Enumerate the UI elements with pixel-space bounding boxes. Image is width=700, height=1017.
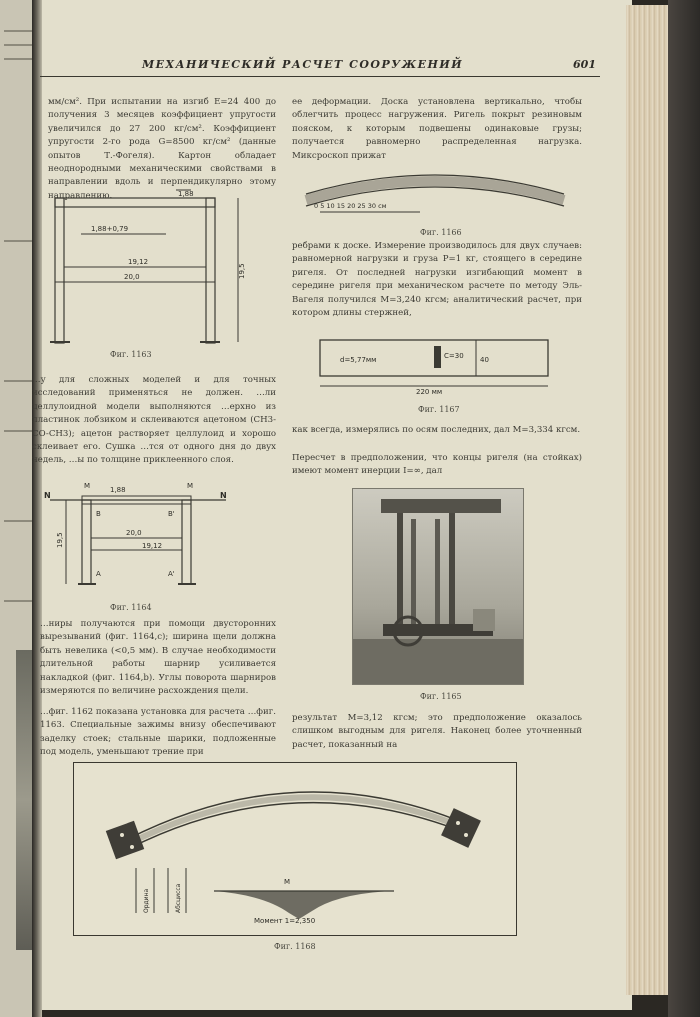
figure-1165-photo <box>352 488 524 685</box>
gutter <box>32 0 42 1017</box>
right-paragraph-3: как всегда, измерялись по осям последних, дал M=3,334 кгсм. <box>292 425 581 435</box>
right-paragraph-1: ее деформации. Доска установлена вертикально, чтобы облегчить процесс нагружения. Ригель покрыт резиновым пояском, к которым подвешены одинаковые грузы; получается равномерно распределенная нагрузка. Миксроскоп прижат <box>292 97 582 161</box>
left-paragraph-4: …фиг. 1162 показана установка для расчета …фиг. 1163. Специальные зажимы внизу обеспечивают заделку стоек; стальные шарики, подложенные под модель, уменьшают трение при <box>40 707 276 758</box>
fig1167-label-bottom: 220 мм <box>416 388 443 396</box>
fig1164-label-top: 1,88 <box>110 486 126 494</box>
book-cover <box>668 0 700 1017</box>
fig1163-label-upper: 1,88+0,79 <box>91 225 129 233</box>
fig1164-label-n-right: N <box>220 491 227 500</box>
fig1168-label-y2: Абсцисса <box>175 883 182 913</box>
left-paragraph-1: мм/см². При испытании на изгиб E=24 400 до получения 3 месяцев коэффициент упругости увеличился до 27 200 кг/см². Коэффициент упругости 2-го рода G=8500 кг/см² (данные опытов Т.-Фогеля). Картон обладает неоднородными механическими свойствами в направлении вдоль и перпендикулярно этому направлению. <box>48 97 276 201</box>
figure-1168 <box>73 762 517 936</box>
fig1164-label-n-left: N <box>44 491 51 500</box>
left-paragraph-2: …у для сложных моделей и для точных исследований применяться не должен. …ли целлулоидной модели выполняются …ерхно из пластинок лобзиком и склеиваются ацетоном (CH3-CO-CH3); ацетон растворяет целлулоид и хорошо склеивает его. Сушка …тся от одного дня до двух недель, …ы по толщине приклеенного слоя. <box>32 375 276 466</box>
fig1168-caption: Фиг. 1168 <box>274 942 316 951</box>
fig1166-scale: 0 5 10 15 20 25 30 см <box>314 202 387 210</box>
fig1163-caption: Фиг. 1163 <box>110 350 152 359</box>
fig1163-label-mid: 19,12 <box>128 258 149 266</box>
page-edges <box>626 5 672 995</box>
fig1164-label-height: 19,5 <box>56 532 64 548</box>
fig1168-label-m: M <box>284 878 291 886</box>
right-paragraph-5: результат M=3,12 кгсм; это предположение оказалось слишком выгодным для ригеля. Наконец более уточненный расчет, показанный на <box>292 713 582 750</box>
fig1164-label-a2: A' <box>168 570 175 578</box>
fig1164-label-m-left: M <box>84 482 91 490</box>
right-paragraph-4: Пересчет в предположении, что концы ригеля (на стойках) имеют момент инерции I=∞, дал <box>292 453 582 477</box>
fig1164-label-m-right: M <box>187 482 194 490</box>
running-title: МЕХАНИЧЕСКИЙ РАСЧЕТ СООРУЖЕНИЙ <box>142 58 464 71</box>
fig1167-label-c: C=30 <box>444 352 464 360</box>
fig1168-label-y1: Ордина <box>143 888 150 913</box>
fig1163-label-height: 19,5 <box>238 263 246 279</box>
fig1163-label-bottom: 20,0 <box>124 273 140 281</box>
fig1164-label-b: B <box>96 510 101 518</box>
fig1167-caption: Фиг. 1167 <box>418 405 460 414</box>
figure-1166 <box>300 160 570 220</box>
fig1164-label-b2: B' <box>168 510 175 518</box>
left-paragraph-3: …ниры получаются при помощи двусторонних вырезываний (фиг. 1164,с); ширина щели должна быть невелика (<0,5 мм). В случае необходимости длительной работы шарнир усиливается накладкой (фиг. 1164,b). Углы поворота шарниров измеряются по величине расхождения щели. <box>40 619 276 697</box>
figure-1163 <box>46 184 276 344</box>
fig1166-caption: Фиг. 1166 <box>420 228 462 237</box>
fig1168-label-moment: Момент 1=2,350 <box>254 917 316 925</box>
page-number: 601 <box>573 58 596 71</box>
figure-1167 <box>316 336 552 396</box>
running-header <box>40 56 600 77</box>
fig1165-caption: Фиг. 1165 <box>420 692 462 701</box>
fig1164-label-mid: 20,0 <box>126 529 142 537</box>
fig1167-label-left: d=5,77мм <box>340 356 377 364</box>
right-paragraph-2: ребрами к доске. Измерение производилось для двух случаев: равномерной нагрузки и груза P=1 кг, стоящего в середине ригеля. От последней нагрузки изгибающий момент в середине ригеля при механическом расчете по методу Эль-Вагеля получился M=3,240 кгсм; аналитический расчет, при котором длины стержней, <box>292 241 582 319</box>
fig1164-caption: Фиг. 1164 <box>110 603 152 612</box>
figure-1164 <box>44 478 276 590</box>
fig1167-label-h: 40 <box>480 356 489 364</box>
fig1164-label-inner: 19,12 <box>142 542 163 550</box>
fig1164-label-a: A <box>96 570 101 578</box>
fig1163-label-top: 1,88 <box>178 190 194 198</box>
